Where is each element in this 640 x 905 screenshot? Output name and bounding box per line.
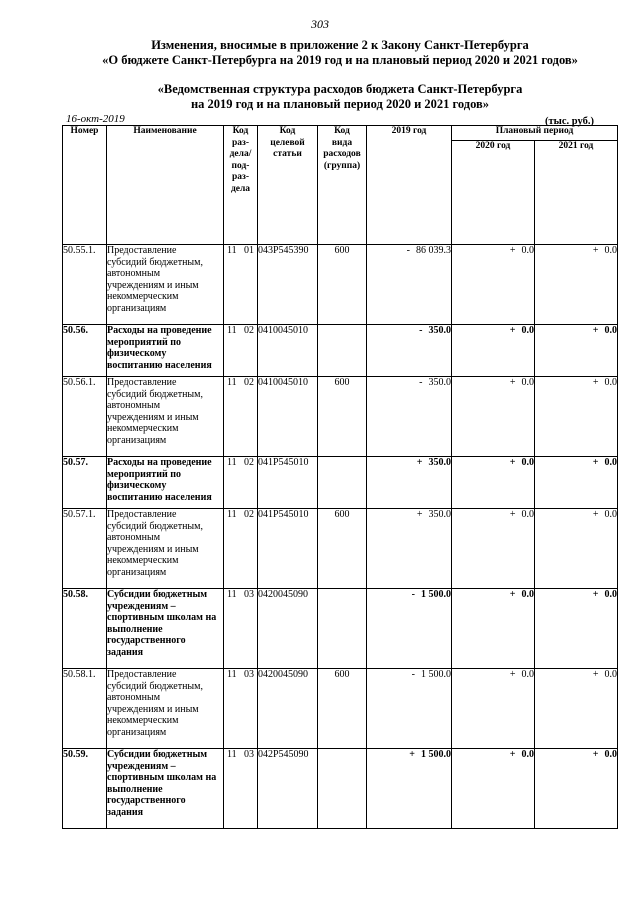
row-value-2021 <box>535 509 618 589</box>
row-value-2020 <box>452 245 535 325</box>
amount: 0.0 <box>604 749 617 760</box>
row-value-2021 <box>535 457 618 509</box>
row-number: 50.55.1. <box>63 245 107 325</box>
table-row <box>63 245 618 325</box>
header-row-1 <box>63 126 618 141</box>
amount: 0.0 <box>521 509 534 520</box>
row-vid-code: 600 <box>318 669 367 749</box>
sign: + <box>509 509 516 520</box>
amount: 1 500.0 <box>421 669 451 680</box>
row-vid-code: 600 <box>318 377 367 457</box>
header-name: Наименование <box>107 126 224 245</box>
row-value-2019 <box>367 509 452 589</box>
row-razdel <box>224 749 258 829</box>
row-razdel <box>224 457 258 509</box>
row-value-2021 <box>535 245 618 325</box>
sign: - <box>419 377 423 388</box>
row-value-2021 <box>535 325 618 377</box>
header-number: Номер <box>63 126 107 245</box>
document-date: 16-окт-2019 <box>66 113 125 125</box>
sign: - <box>406 245 410 256</box>
row-value-2019 <box>367 749 452 829</box>
row-name: Предоставление субсидий бюджетным, автономным учреждениям и иным некоммерческим организациям <box>107 245 224 325</box>
row-value-2021 <box>535 377 618 457</box>
row-target-code: 042P545090 <box>258 749 318 829</box>
razdel-code: 11 <box>227 669 237 680</box>
row-name: Расходы на проведение мероприятий по физическому воспитанию населения <box>107 457 224 509</box>
sign: + <box>416 509 423 520</box>
row-value-2020 <box>452 457 535 509</box>
table-row <box>63 457 618 509</box>
header-2021: 2021 год <box>535 141 618 245</box>
row-razdel <box>224 589 258 669</box>
row-value-2020 <box>452 377 535 457</box>
row-value-2020 <box>452 589 535 669</box>
header-2020: 2020 год <box>452 141 535 245</box>
row-name: Предоставление субсидий бюджетным, автономным учреждениям и иным некоммерческим организациям <box>107 669 224 749</box>
sign: + <box>416 457 423 468</box>
row-value-2019 <box>367 245 452 325</box>
row-razdel <box>224 245 258 325</box>
row-name: Предоставление субсидий бюджетным, автономным учреждениям и иным некоммерческим организациям <box>107 509 224 589</box>
header-razdel: Код раз- дела/ под- раз- дела <box>224 126 258 245</box>
sign: + <box>509 457 516 468</box>
podrazdel-code: 02 <box>244 457 254 468</box>
amount: 0.0 <box>604 669 617 680</box>
row-vid-code <box>318 749 367 829</box>
amount: 1 500.0 <box>421 749 451 760</box>
row-vid-code: 600 <box>318 245 367 325</box>
row-number: 50.57. <box>63 457 107 509</box>
document-subtitle <box>40 82 640 112</box>
table-row <box>63 377 618 457</box>
row-number: 50.59. <box>63 749 107 829</box>
sign: + <box>592 509 599 520</box>
title-line-2: «О бюджете Санкт-Петербурга на 2019 год и на плановый период 2020 и 2021 годов» <box>102 53 578 67</box>
sign: + <box>509 325 516 336</box>
row-target-code: 0410045010 <box>258 325 318 377</box>
row-value-2019 <box>367 377 452 457</box>
table-row <box>63 749 618 829</box>
sign: + <box>592 457 599 468</box>
row-value-2020 <box>452 509 535 589</box>
sign: + <box>592 589 599 600</box>
sign: + <box>509 749 516 760</box>
row-value-2020 <box>452 325 535 377</box>
row-value-2020 <box>452 749 535 829</box>
row-target-code: 0410045010 <box>258 377 318 457</box>
amount: 350.0 <box>428 457 451 468</box>
podrazdel-code: 02 <box>244 325 254 336</box>
amount: 0.0 <box>604 589 617 600</box>
row-name: Предоставление субсидий бюджетным, автономным учреждениям и иным некоммерческим организациям <box>107 377 224 457</box>
amount: 1 500.0 <box>421 589 451 600</box>
amount: 350.0 <box>428 325 451 336</box>
row-number: 50.56. <box>63 325 107 377</box>
amount: 0.0 <box>604 377 617 388</box>
razdel-code: 11 <box>227 749 237 760</box>
row-value-2020 <box>452 669 535 749</box>
table-row <box>63 669 618 749</box>
row-target-code: 041P545010 <box>258 509 318 589</box>
amount: 0.0 <box>604 509 617 520</box>
podrazdel-code: 03 <box>244 669 254 680</box>
document-title <box>40 38 640 68</box>
row-razdel <box>224 325 258 377</box>
podrazdel-code: 02 <box>244 377 254 388</box>
row-name: Субсидии бюджетным учреждениям – спортивным школам на выполнение государственного задания <box>107 749 224 829</box>
row-name: Расходы на проведение мероприятий по физическому воспитанию населения <box>107 325 224 377</box>
row-razdel <box>224 377 258 457</box>
row-vid-code: 600 <box>318 509 367 589</box>
amount: 350.0 <box>428 509 451 520</box>
razdel-code: 11 <box>227 457 237 468</box>
row-target-code: 0420045090 <box>258 669 318 749</box>
row-razdel <box>224 509 258 589</box>
podrazdel-code: 01 <box>244 245 254 256</box>
row-razdel <box>224 669 258 749</box>
row-vid-code <box>318 589 367 669</box>
header-target: Код целевой статьи <box>258 126 318 245</box>
row-target-code: 041P545010 <box>258 457 318 509</box>
header-vid: Код вида расходов (группа) <box>318 126 367 245</box>
units-label: (тыс. руб.) <box>545 116 594 127</box>
sign: + <box>592 325 599 336</box>
sign: + <box>509 589 516 600</box>
amount: 0.0 <box>604 325 617 336</box>
amount: 0.0 <box>521 325 534 336</box>
amount: 350.0 <box>428 377 451 388</box>
row-value-2021 <box>535 589 618 669</box>
row-value-2021 <box>535 669 618 749</box>
budget-table <box>62 125 618 829</box>
razdel-code: 11 <box>227 245 237 256</box>
row-vid-code <box>318 325 367 377</box>
title-line-1: Изменения, вносимые в приложение 2 к Закону Санкт-Петербурга <box>151 38 529 52</box>
amount: 0.0 <box>521 589 534 600</box>
table-row <box>63 589 618 669</box>
podrazdel-code: 03 <box>244 749 254 760</box>
row-value-2019 <box>367 589 452 669</box>
row-number: 50.57.1. <box>63 509 107 589</box>
row-value-2021 <box>535 749 618 829</box>
razdel-code: 11 <box>227 589 237 600</box>
subtitle-line-2: на 2019 год и на плановый период 2020 и 2021 годов» <box>190 97 490 111</box>
row-value-2019 <box>367 325 452 377</box>
razdel-code: 11 <box>227 377 237 388</box>
header-2019: 2019 год <box>367 126 452 245</box>
sign: - <box>419 325 423 336</box>
amount: 0.0 <box>521 245 534 256</box>
sign: + <box>592 245 599 256</box>
amount: 0.0 <box>521 457 534 468</box>
row-vid-code <box>318 457 367 509</box>
sign: + <box>509 245 516 256</box>
sign: + <box>509 669 516 680</box>
sign: + <box>592 669 599 680</box>
table-row <box>63 509 618 589</box>
row-value-2019 <box>367 457 452 509</box>
subtitle-line-1: «Ведомственная структура расходов бюджета Санкт-Петербурга <box>157 82 523 96</box>
sign: + <box>409 749 415 760</box>
sign: + <box>592 749 599 760</box>
page-number: 303 <box>311 17 329 31</box>
row-target-code: 0420045090 <box>258 589 318 669</box>
amount: 0.0 <box>521 669 534 680</box>
sign: + <box>509 377 516 388</box>
header-plan-period: Плановый период <box>452 126 618 141</box>
table-row <box>63 325 618 377</box>
podrazdel-code: 02 <box>244 509 254 520</box>
row-number: 50.56.1. <box>63 377 107 457</box>
row-value-2019 <box>367 669 452 749</box>
row-number: 50.58. <box>63 589 107 669</box>
razdel-code: 11 <box>227 509 237 520</box>
sign: - <box>411 589 415 600</box>
row-number: 50.58.1. <box>63 669 107 749</box>
amount: 0.0 <box>604 245 617 256</box>
amount: 86 039.3 <box>416 245 451 256</box>
row-name: Субсидии бюджетным учреждениям – спортивным школам на выполнение государственного задания <box>107 589 224 669</box>
amount: 0.0 <box>604 457 617 468</box>
sign: + <box>592 377 599 388</box>
razdel-code: 11 <box>227 325 237 336</box>
amount: 0.0 <box>521 749 534 760</box>
podrazdel-code: 03 <box>244 589 254 600</box>
amount: 0.0 <box>521 377 534 388</box>
row-target-code: 043P545390 <box>258 245 318 325</box>
sign: - <box>411 669 415 680</box>
